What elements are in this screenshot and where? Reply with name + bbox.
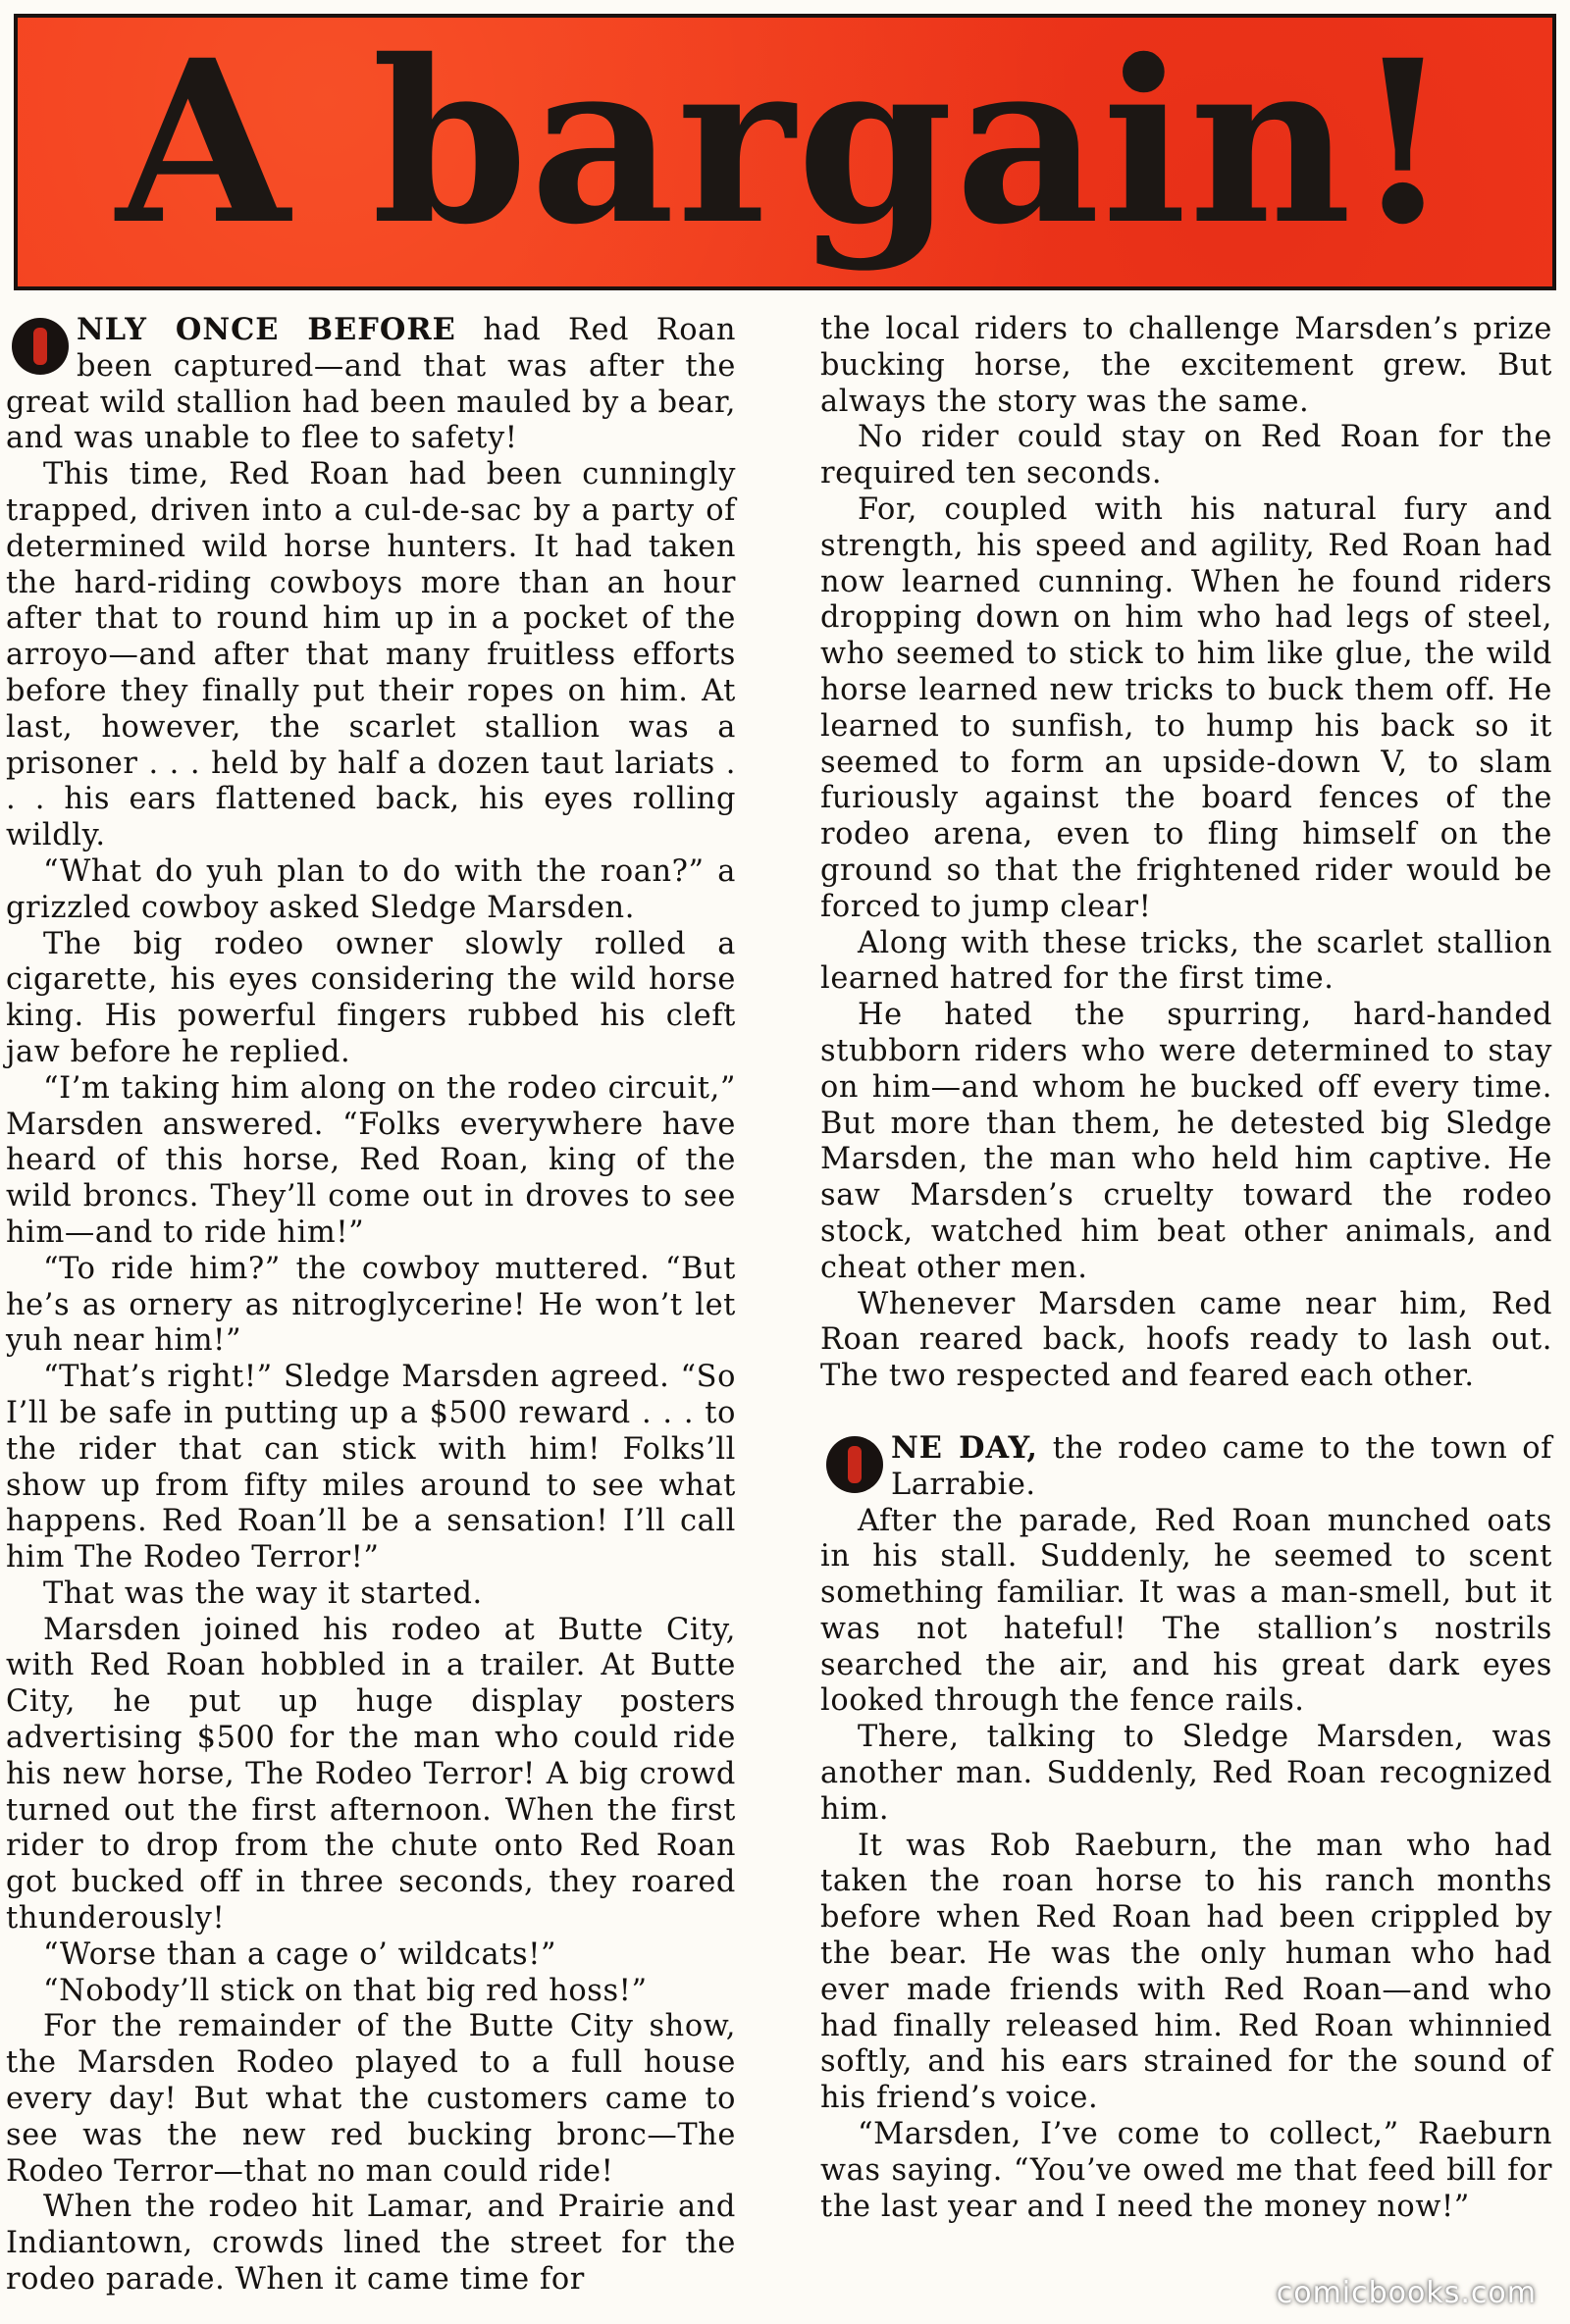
paragraph: Whenever Marsden came near him, Red Roan reared back, hoofs ready to lash out. The two respected and feared each other. bbox=[820, 1286, 1552, 1394]
paragraph: “I’m taking him along on the rodeo circuit,” Marsden answered. “Folks everywhere have heard of this horse, Red Roan, king of the wild broncs. They’ll come out in droves to see him—and to ride him!” bbox=[6, 1070, 736, 1250]
right-text-column bbox=[820, 312, 1552, 2225]
paragraph: When the rodeo hit Lamar, and Prairie and Indiantown, crowds lined the street for the rodeo parade. When it came time for bbox=[6, 2190, 736, 2298]
story-title: A bargain! bbox=[116, 11, 1454, 274]
section-opening-paragraph bbox=[820, 1430, 1552, 1504]
paragraph: That was the way it started. bbox=[43, 1575, 483, 1611]
left-text-column bbox=[6, 312, 736, 2298]
lead-in-text: NLY ONCE BEFORE bbox=[77, 312, 456, 347]
opening-paragraph bbox=[6, 312, 736, 457]
paragraph: “Marsden, I’ve come to collect,” Raeburn was saying. “You’ve owed me that feed bill for the last year and I need the money now!” bbox=[820, 2117, 1552, 2224]
paragraph: “To ride him?” the cowboy muttered. “But he’s as ornery as nitroglycerine! He won’t let yuh near him!” bbox=[6, 1251, 736, 1359]
paragraph: “Worse than a cage o’ wildcats!” bbox=[43, 1937, 557, 1972]
paragraph: Marsden joined his rodeo at Butte City, with Red Roan hobbled in a trailer. At Butte City, he put up huge display posters advertising $500 for the man who could ride his new horse, The Rodeo Terror! A big crowd turned out the first afternoon. When the first rider to drop from the chute onto Red Roan got bucked off in three seconds, they roared thunderously! bbox=[6, 1612, 736, 1937]
paragraph: “That’s right!” Sledge Marsden agreed. “So I’ll be safe in putting up a $500 reward . . . to the rider that can stick with him! Folks’ll show up from fifty miles around to see what happens. Red Roan’ll be a sensation! I’ll call him The Rodeo Terror!” bbox=[6, 1360, 736, 1575]
paragraph: After the parade, Red Roan munched oats in his stall. Suddenly, he seemed to scent something familiar. It was a man-smell, but it was not hateful! The stallion’s nostrils searched the air, and his great dark eyes looked through the fence rails. bbox=[820, 1503, 1552, 1719]
paragraph: The big rodeo owner slowly rolled a cigarette, his eyes considering the wild horse king. His powerful fingers rubbed his cleft jaw before he replied. bbox=[6, 926, 736, 1069]
paragraph: No rider could stay on Red Roan for the required ten seconds. bbox=[820, 420, 1552, 491]
section-break bbox=[820, 1395, 1552, 1430]
paragraph: Along with these tricks, the scarlet stallion learned hatred for the first time. bbox=[820, 925, 1552, 997]
paragraph: It was Rob Raeburn, the man who had taken the roan horse to his ranch months before when Red Roan had been crippled by the bear. He was the only human who had ever made friends with Red Roan—and who had finally released him. Red Roan whinnied softly, and his ears strained for the sound of his friend’s voice. bbox=[820, 1828, 1552, 2116]
paragraph: For, coupled with his natural fury and strength, his speed and agility, Red Roan had now learned cunning. When he found riders dropping down on him who had legs of steel, who seemed to stick to him like glue, the wild horse learned new tricks to buck them off. He learned to sunfish, to hump his back so it seemed to form an upside-down V, to slam furiously against the board fences of the rodeo arena, even to fling himself on the ground so that the frightened rider would be forced to jump clear! bbox=[820, 491, 1552, 924]
paragraph: This time, Red Roan had been cunningly trapped, driven into a cul-de-sac by a party of determined wild horse hunters. It had taken the hard-riding cowboys more than an hour after that to round him up in a pocket of the arroyo—and after that many fruitless efforts before they finally put their ropes on him. At last, however, the scarlet stallion was a prisoner . . . held by half a dozen taut lariats . . . his ears flattened back, his eyes rolling wildly. bbox=[6, 457, 736, 853]
paragraph-text: had Red Roan been captured—and that was after the great wild stallion had been mauled by a bear, and was unable to flee to safety! bbox=[6, 313, 737, 456]
continued-paragraph: the local riders to challenge Marsden’s prize bucking horse, the excitement grew. But always the story was the same. bbox=[820, 312, 1552, 419]
paragraph: He hated the spurring, hard-handed stubborn riders who were determined to stay on him—and whom he bucked off every time. But more than them, he detested big Sledge Marsden, the man who held him captive. He saw Marsden’s cruelty toward the rodeo stock, watched him beat other animals, and cheat other men. bbox=[820, 998, 1552, 1285]
lead-in-text: NE DAY, bbox=[891, 1429, 1038, 1466]
title-banner bbox=[14, 11, 1556, 290]
paragraph: There, talking to Sledge Marsden, was another man. Suddenly, Red Roan recognized him. bbox=[820, 1720, 1552, 1827]
paragraph-text: the rodeo came to the town of Larrabie. bbox=[891, 1430, 1552, 1502]
drop-cap-o-icon bbox=[12, 318, 69, 375]
watermark: comicbooks.com bbox=[1276, 2276, 1537, 2310]
paragraph: “Nobody’ll stick on that big red hoss!” bbox=[43, 1973, 648, 2008]
paragraph: For the remainder of the Butte City show, the Marsden Rodeo played to a full house every day! But what the customers came to see was the new red bucking bronc—The Rodeo Terror—that no man could ride! bbox=[6, 2009, 736, 2189]
paragraph: “What do yuh plan to do with the roan?” a grizzled cowboy asked Sledge Marsden. bbox=[6, 853, 736, 925]
drop-cap-o-icon bbox=[826, 1436, 883, 1493]
